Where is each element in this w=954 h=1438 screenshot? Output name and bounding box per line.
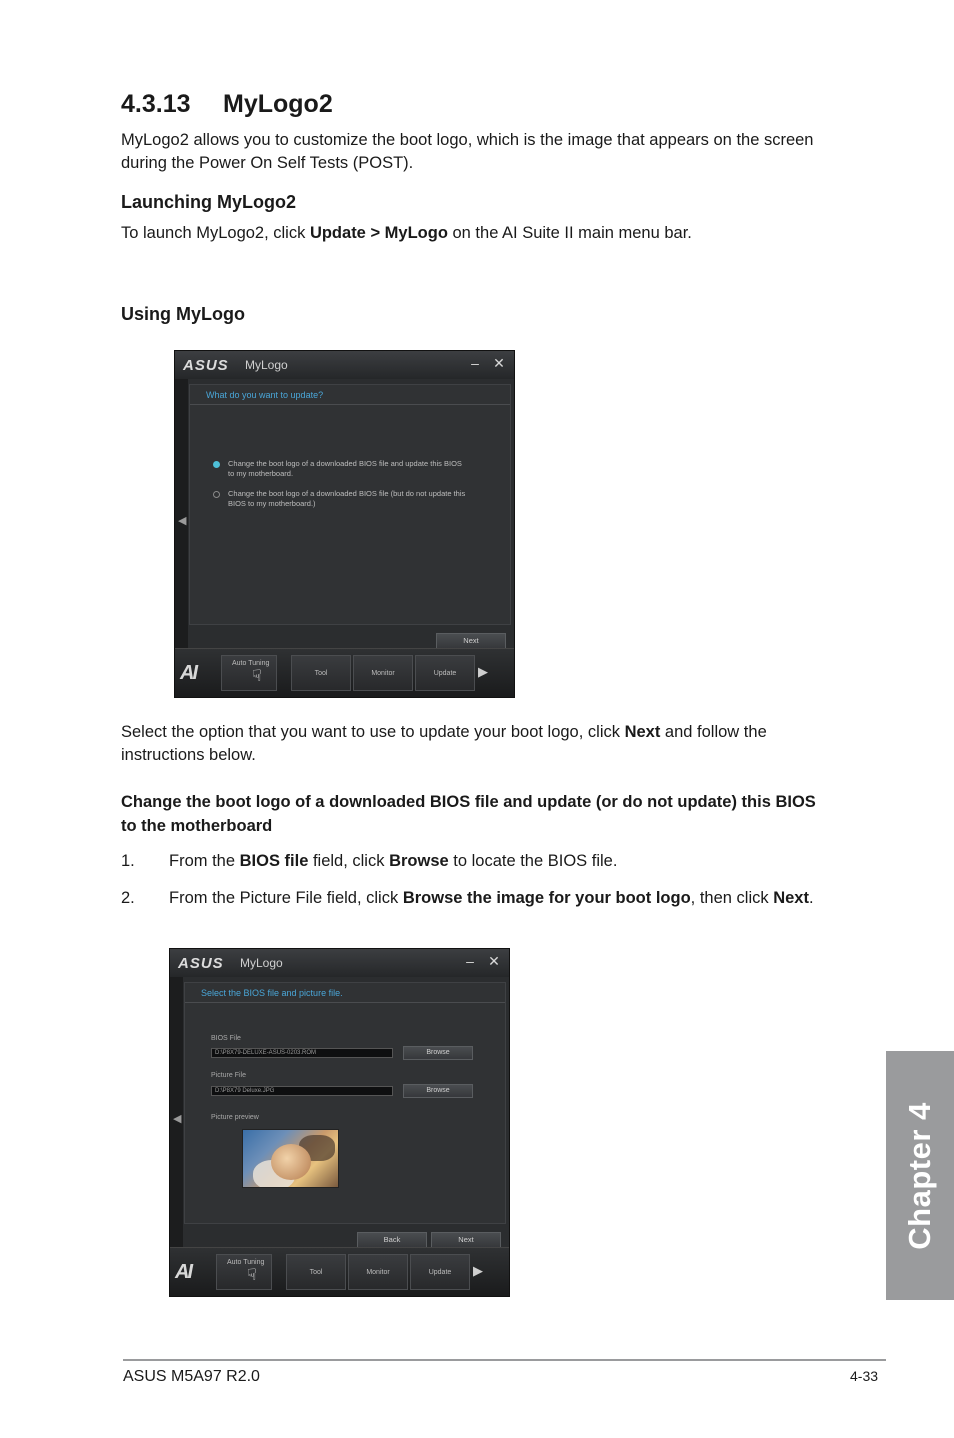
step-2-bold-b: Next [773, 889, 809, 907]
next-button[interactable]: Next [431, 1232, 501, 1248]
tab-auto-tuning[interactable] [221, 655, 277, 691]
launching-text: To launch MyLogo2, click [121, 224, 310, 242]
tab-tool[interactable]: Tool [291, 655, 351, 691]
section-heading [121, 90, 333, 119]
minimize-button[interactable]: – [466, 953, 474, 969]
launching-menu-path: Update > MyLogo [309, 224, 448, 242]
option-2-label: Change the boot logo of a downloaded BIOS file (but do not update this BIOS to my motherboard.) [228, 489, 466, 508]
tab-auto-tuning[interactable] [216, 1254, 272, 1290]
chapter-tab-label: Chapter 4 [902, 1101, 937, 1250]
title-bar [170, 949, 509, 977]
close-button[interactable]: ✕ [493, 355, 505, 371]
close-button[interactable]: ✕ [488, 953, 500, 969]
picture-preview-image [242, 1129, 339, 1188]
bios-file-label: BIOS File [211, 1035, 241, 1042]
launching-text-end: on the AI Suite II main menu bar. [447, 224, 692, 242]
footer-product: ASUS M5A97 R2.0 [123, 1368, 260, 1385]
launching-paragraph [121, 222, 821, 245]
content-panel [189, 384, 511, 645]
radio-option-1[interactable] [213, 461, 220, 468]
step-text [169, 887, 819, 910]
chapter-tab [886, 1051, 954, 1300]
next-button[interactable]: Next [436, 633, 506, 649]
back-button[interactable]: Back [357, 1232, 427, 1248]
tab-auto-tuning-label: Auto Tuning [227, 1259, 265, 1266]
section-number: 4.3.13 [121, 90, 191, 118]
step-1-text-c: to locate the BIOS file. [448, 852, 618, 870]
select-text-end: and follow the instructions below. [121, 723, 767, 764]
intro-paragraph: MyLogo2 allows you to customize the boot logo, which is the image that appears on the screen during the Power On Self Tests (POST). [121, 131, 814, 172]
asus-logo: ASUS [183, 357, 229, 374]
chevron-left-icon[interactable]: ◀ [178, 515, 187, 527]
picture-file-label: Picture File [211, 1072, 247, 1079]
chevron-right-icon[interactable]: ▶ [478, 664, 488, 679]
select-next-bold: Next [624, 723, 661, 741]
chevron-right-icon[interactable]: ▶ [473, 1263, 483, 1278]
step-1-text-b: field, click [308, 852, 390, 870]
tab-monitor[interactable]: Monitor [348, 1254, 408, 1290]
step-number: 2. [121, 889, 135, 907]
left-strip [175, 379, 188, 651]
tab-update[interactable]: Update [415, 655, 475, 691]
picture-preview-label: Picture preview [211, 1114, 259, 1121]
tab-update[interactable]: Update [410, 1254, 470, 1290]
using-heading: Using MyLogo [121, 304, 245, 324]
mylogo-window-1 [174, 350, 515, 698]
step-2 [121, 887, 821, 933]
step-1-text-a: From the [169, 852, 240, 870]
step-2-text-c: . [808, 889, 814, 907]
minimize-button[interactable]: – [471, 355, 479, 371]
bottom-menu-bar [170, 1247, 509, 1296]
window-title: MyLogo [240, 956, 283, 970]
bios-browse-button[interactable]: Browse [403, 1046, 473, 1060]
hand-pointer-icon: ☟ [247, 1267, 257, 1284]
ai-suite-logo: AI [175, 1261, 191, 1283]
content-panel [184, 982, 506, 1244]
picture-file-field[interactable]: D:\P8X79 Deluxe.JPG [211, 1086, 393, 1096]
left-strip [170, 977, 183, 1250]
step-1-bold-a: BIOS file [239, 852, 309, 870]
step-2-text-b: , then click [690, 889, 774, 907]
step-text [169, 850, 819, 873]
launching-heading: Launching MyLogo2 [121, 192, 296, 212]
ai-suite-logo: AI [180, 662, 196, 684]
tab-tool[interactable]: Tool [286, 1254, 346, 1290]
tab-monitor[interactable]: Monitor [353, 655, 413, 691]
footer-divider [123, 1359, 886, 1361]
change-heading: Change the boot logo of a downloaded BIOS file and update (or do not update) this BIOS to the motherboard [121, 793, 816, 835]
radio-option-2[interactable] [213, 491, 220, 498]
tab-auto-tuning-label: Auto Tuning [232, 660, 270, 667]
chevron-left-icon[interactable]: ◀ [173, 1113, 182, 1125]
hand-pointer-icon: ☟ [252, 668, 262, 685]
preview-shape [271, 1144, 311, 1180]
select-paragraph [121, 721, 821, 767]
window-title: MyLogo [245, 358, 288, 372]
title-bar [175, 351, 514, 379]
step-1-bold-b: Browse [389, 852, 449, 870]
mylogo-window-2 [169, 948, 510, 1297]
step-2-bold-a: Browse the image for your boot logo [402, 889, 691, 907]
option-1-label: Change the boot logo of a downloaded BIOS file and update this BIOS to my motherboard. [228, 459, 462, 478]
step-1 [121, 850, 821, 873]
section-title: MyLogo2 [223, 90, 333, 118]
question-heading: What do you want to update? [190, 385, 510, 405]
picture-browse-button[interactable]: Browse [403, 1084, 473, 1098]
select-text: Select the option that you want to use to update your boot logo, click [121, 723, 625, 741]
bottom-menu-bar [175, 648, 514, 697]
footer-page-number: 4-33 [850, 1368, 879, 1384]
select-files-heading: Select the BIOS file and picture file. [185, 983, 505, 1003]
step-number: 1. [121, 852, 135, 870]
asus-logo: ASUS [178, 955, 224, 972]
step-2-text-a: From the Picture File field, click [169, 889, 403, 907]
bios-file-field[interactable]: D:\P8X79-DELUXE-ASUS-0203.ROM [211, 1048, 393, 1058]
